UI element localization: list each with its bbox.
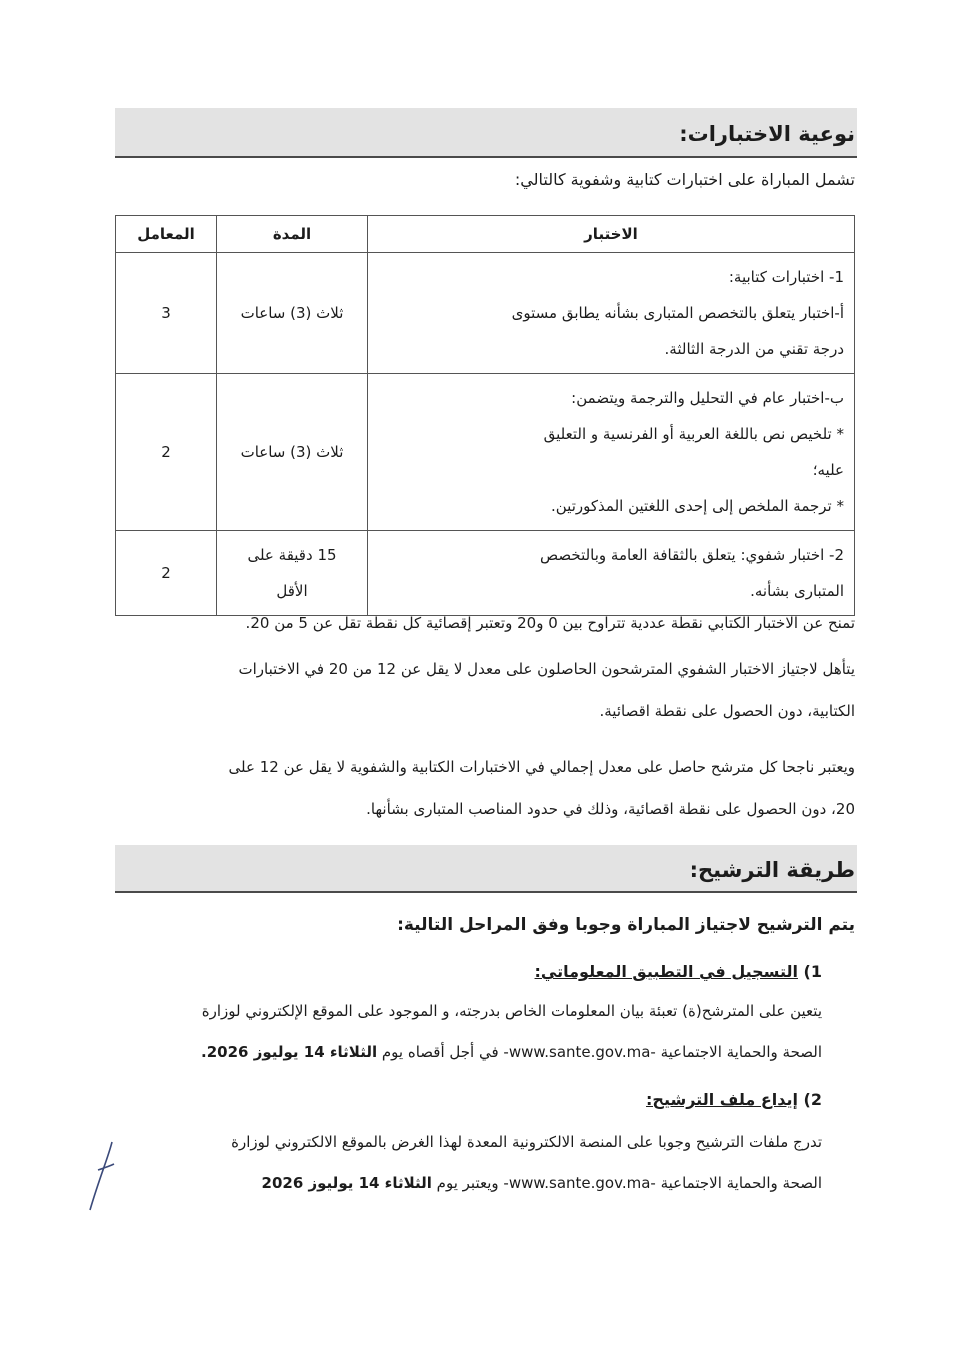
step-title: إيداع ملف الترشيح: <box>646 1090 798 1109</box>
test-coefficient: 2 <box>116 374 217 531</box>
step-number: 1) <box>803 962 822 981</box>
desc-line: المتبارى بشأنه. <box>750 582 844 600</box>
step1-text: يتعين على المترشح(ة) تعبئة بيان المعلومات الخاص بدرجته، و الموجود على الموقع الإلكتروني لوزارة <box>201 1002 822 1020</box>
text-span: الصحة والحماية الاجتماعية -www.sante.gov.ma- ويعتبر يوم <box>431 1174 822 1192</box>
section-title: طريقة الترشيح: <box>689 858 855 882</box>
handwritten-initial-mark <box>86 1140 116 1212</box>
test-duration <box>217 253 368 374</box>
test-coefficient: 2 <box>116 531 217 616</box>
paragraph-written-score: تمنح عن الاختبار الكتابي نقطة عددية تتراوح بين 0 و20 وتعتبر إقصائية كل نقطة تقل عن 5 من 20. <box>245 614 855 632</box>
test-duration <box>217 531 368 616</box>
deadline-date: الثلاثاء 14 يوليوز 2026. <box>201 1043 378 1061</box>
header-test: الاختبار <box>368 216 855 253</box>
paragraph-success-criteria: ويعتبر ناجحا كل مترشح حاصل على معدل إجمالي في الاختبارات الكتابية والشفوية لا يقل عن 12 على <box>228 758 855 776</box>
test-coefficient: 3 <box>116 253 217 374</box>
section-header-application <box>115 845 857 893</box>
desc-line: درجة تقني من الدرجة الثالثة. <box>664 340 844 358</box>
desc-line: * تلخيص نص باللغة العربية أو الفرنسية و التعليق <box>543 425 844 443</box>
duration-line: الأقل <box>276 582 308 600</box>
step-title: التسجيل في التطبيق المعلوماتي: <box>534 962 798 981</box>
step1-heading <box>535 962 822 981</box>
duration-line: 15 دقيقة على <box>247 546 337 564</box>
paragraph-success-criteria-cont: 20، دون الحصول على نقطة اقصائية، وذلك في حدود المناصب المتبارى بشأنها. <box>366 800 855 818</box>
desc-line: عليه؛ <box>812 461 844 479</box>
section-intro: تشمل المباراة على اختبارات كتابية وشفوية كالتالي: <box>514 170 855 189</box>
text-span: الصحة والحماية الاجتماعية -www.sante.gov.ma- في أجل أقصاه يوم <box>377 1043 822 1061</box>
section-intro: يتم الترشيح لاجتياز المباراة وجوبا وفق المراحل التالية: <box>397 915 855 935</box>
table-row <box>116 374 855 531</box>
test-description <box>368 531 855 616</box>
section-title: نوعية الاختبارات: <box>679 122 855 146</box>
step2-heading <box>646 1090 822 1109</box>
test-description <box>368 253 855 374</box>
paragraph-oral-eligibility-cont: الكتابية، دون الحصول على نقطة اقصائية. <box>599 702 855 720</box>
desc-line: أ-اختبار يتعلق بالتخصص المتبارى بشأنه يطابق مستوى <box>511 304 844 322</box>
table-row <box>116 253 855 374</box>
test-duration <box>217 374 368 531</box>
header-duration: المدة <box>217 216 368 253</box>
table-header-row <box>116 216 855 253</box>
desc-line: 2- اختبار شفوي: يتعلق بالثقافة العامة وبالتخصص <box>540 546 844 564</box>
duration-line: ثلاث (3) ساعات <box>240 443 344 461</box>
step2-text: تدرج ملفات الترشيح وجوبا على المنصة الالكترونية المعدة لهذا الغرض بالموقع الالكتروني لوزارة <box>231 1133 822 1151</box>
paragraph-oral-eligibility: يتأهل لاجتياز الاختبار الشفوي المترشحون الحاصلون على معدل لا يقل عن 12 من 20 في الاختبارات <box>238 660 855 678</box>
step-number: 2) <box>803 1090 822 1109</box>
duration-line: ثلاث (3) ساعات <box>240 304 344 322</box>
section-header-test-types <box>115 108 857 158</box>
desc-line: ب-اختبار عام في التحليل والترجمة ويتضمن: <box>571 389 844 407</box>
table-row <box>116 531 855 616</box>
desc-line: 1- اختبارات كتابية: <box>728 268 844 286</box>
desc-line: * ترجمة الملخص إلى إحدى اللغتين المذكورتين. <box>551 497 844 515</box>
step2-text-cont <box>262 1174 822 1192</box>
step1-text-cont <box>201 1043 822 1061</box>
deadline-date: الثلاثاء 14 يوليوز 2026 <box>261 1174 432 1192</box>
test-description <box>368 374 855 531</box>
header-coefficient: المعامل <box>116 216 217 253</box>
tests-table <box>115 215 855 616</box>
